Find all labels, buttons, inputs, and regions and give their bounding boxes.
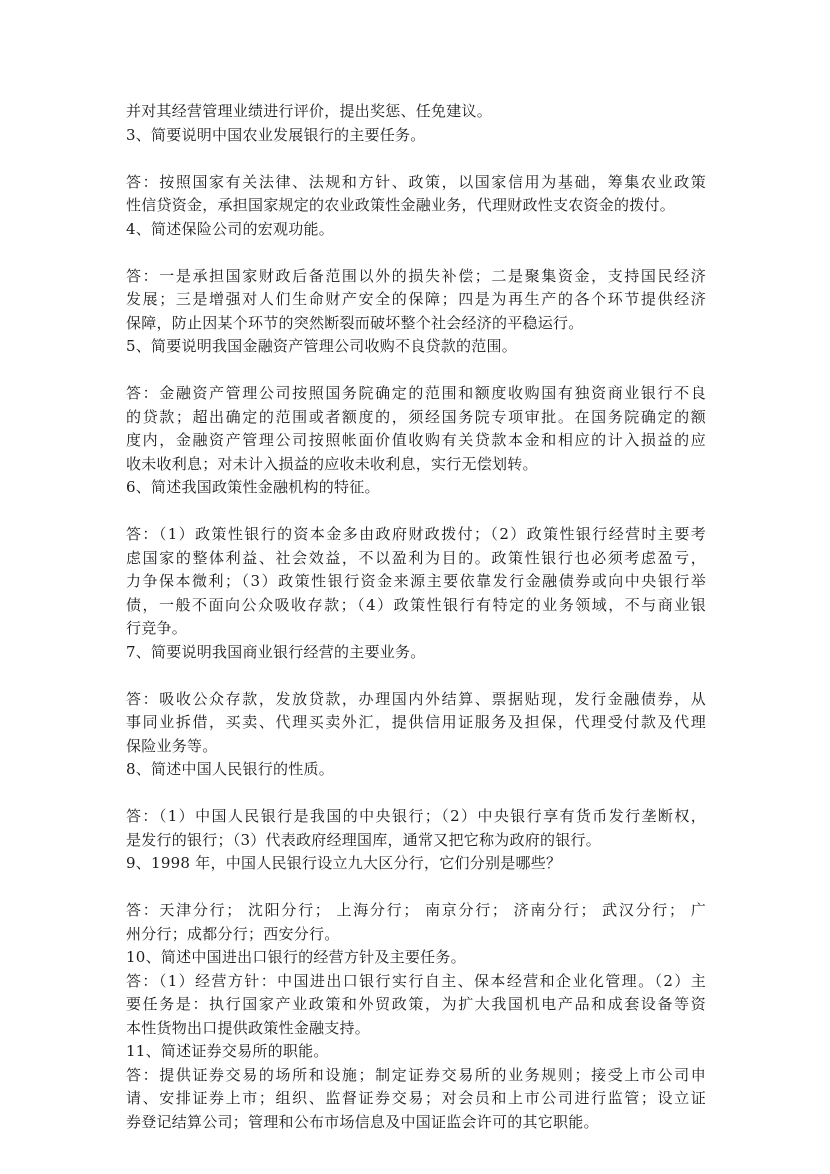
- text-line: 答：吸收公众存款，发放贷款，办理国内外结算、票据贴现，发行金融债券，从: [126, 689, 706, 708]
- text-line: 保障，防止因某个环节的突然断裂而破坏整个社会经济的平稳运行。: [126, 313, 584, 332]
- text-line: 答：（1）政策性银行的资本金多由政府财政拨付；（2）政策性银行经营时主要考: [126, 525, 706, 543]
- answer-paragraph: [126, 523, 706, 641]
- text-paragraph: [126, 100, 706, 124]
- answer-paragraph: [126, 688, 706, 759]
- paragraph-gap: [126, 782, 706, 806]
- text-line: 收未收利息；对未计入损益的应收未收利息，实行无偿划转。: [126, 454, 538, 473]
- paragraph-gap: [126, 147, 706, 171]
- paragraph-gap: [126, 664, 706, 688]
- question-heading: [126, 641, 706, 665]
- question-heading: [126, 852, 706, 876]
- answer-paragraph: [126, 970, 706, 1041]
- text-line: 9、1998 年，中国人民银行设立九大区分行，它们分别是哪些？: [126, 854, 562, 872]
- question-heading: [126, 335, 706, 359]
- text-line: 7、简要说明我国商业银行经营的主要业务。: [126, 642, 426, 661]
- text-line: 力争保本微利；（3）政策性银行资金来源主要依靠发行金融债券或向中央银行举: [126, 572, 706, 590]
- text-line: 3、简要说明中国农业发展银行的主要任务。: [126, 125, 426, 144]
- question-heading: [126, 124, 706, 148]
- text-line: 性信贷资金，承担国家规定的农业政策性金融业务，代理财政性支农资金的拨付。: [126, 196, 676, 214]
- text-line: 答：按照国家有关法律、法规和方针、政策，以国家信用为基础，筹集农业政策: [126, 172, 706, 191]
- text-line: 6、简述我国政策性金融机构的特征。: [126, 478, 380, 496]
- answer-paragraph: [126, 382, 706, 476]
- question-heading: [126, 946, 706, 970]
- text-line: 行竞争。: [126, 619, 188, 637]
- text-line: 要任务是：执行国家产业政策和外贸政策，为扩大我国机电产品和成套设备等资: [126, 995, 706, 1013]
- text-line: 答：金融资产管理公司按照国务院确定的范围和额度收购国有独资商业银行不良: [126, 384, 706, 402]
- text-line: 答：（1）中国人民银行是我国的中央银行；（2）中央银行享有货币发行垄断权，: [126, 807, 706, 825]
- answer-paragraph: [126, 899, 706, 946]
- answer-paragraph: [126, 1064, 706, 1135]
- text-line: 本性货物出口提供政策性金融支持。: [126, 1018, 371, 1037]
- answer-paragraph: [126, 805, 706, 852]
- text-line: 答：天津分行； 沈阳分行； 上海分行； 南京分行； 济南分行； 武汉分行； 广: [126, 901, 706, 919]
- question-heading: [126, 1040, 706, 1064]
- text-line: 5、简要说明我国金融资产管理公司收购不良贷款的范围。: [126, 337, 518, 355]
- text-line: 请、安排证券上市；组织、监督证券交易；对会员和上市公司进行监管；设立证: [126, 1089, 706, 1107]
- text-line: 并对其经营管理业绩进行评价，提出奖惩、任免建议。: [126, 102, 493, 120]
- text-line: 11、简述证券交易所的职能。: [126, 1042, 329, 1060]
- text-line: 答：一是承担国家财政后备范围以外的损失补偿；二是聚集资金，支持国民经济: [126, 266, 706, 285]
- text-line: 州分行；成都分行；西安分行。: [126, 924, 340, 943]
- paragraph-gap: [126, 359, 706, 383]
- question-heading: [126, 476, 706, 500]
- text-line: 答：（1）经营方针：中国进出口银行实行自主、保本经营和企业化管理。（2）主: [126, 971, 706, 990]
- paragraph-gap: [126, 876, 706, 900]
- text-line: 4、简述保险公司的宏观功能。: [126, 219, 335, 238]
- text-line: 度内，金融资产管理公司按照帐面价值收购有关贷款本金和相应的计入损益的应: [126, 431, 706, 449]
- text-line: 发展；三是增强对人们生命财产安全的保障；四是为再生产的各个环节提供经济: [126, 290, 706, 308]
- text-line: 的贷款；超出确定的范围或者额度的，须经国务院专项审批。在国务院确定的额: [126, 407, 706, 426]
- text-line: 保险业务等。: [126, 736, 218, 755]
- paragraph-gap: [126, 241, 706, 265]
- text-line: 10、简述中国进出口银行的经营方针及主要任务。: [126, 948, 466, 966]
- question-heading: [126, 218, 706, 242]
- answer-paragraph: [126, 171, 706, 218]
- text-line: 事同业拆借，买卖、代理买卖外汇，提供信用证服务及担保，代理受付款及代理: [126, 713, 706, 731]
- document-body: [126, 100, 706, 1134]
- question-heading: [126, 758, 706, 782]
- text-line: 8、简述中国人民银行的性质。: [126, 760, 335, 778]
- answer-paragraph: [126, 265, 706, 336]
- text-line: 券登记结算公司；管理和公布市场信息及中国证监会许可的其它职能。: [126, 1112, 599, 1131]
- text-line: 虑国家的整体利益、社会效益，不以盈利为目的。政策性银行也必须考虑盈亏，: [126, 548, 706, 567]
- text-line: 债，一般不面向公众吸收存款；（4）政策性银行有特定的业务领域，不与商业银: [126, 595, 706, 614]
- text-line: 是发行的银行；（3）代表政府经理国库，通常又把它称为政府的银行。: [126, 830, 602, 849]
- text-line: 答：提供证券交易的场所和设施；制定证券交易所的业务规则；接受上市公司申: [126, 1065, 706, 1084]
- paragraph-gap: [126, 500, 706, 524]
